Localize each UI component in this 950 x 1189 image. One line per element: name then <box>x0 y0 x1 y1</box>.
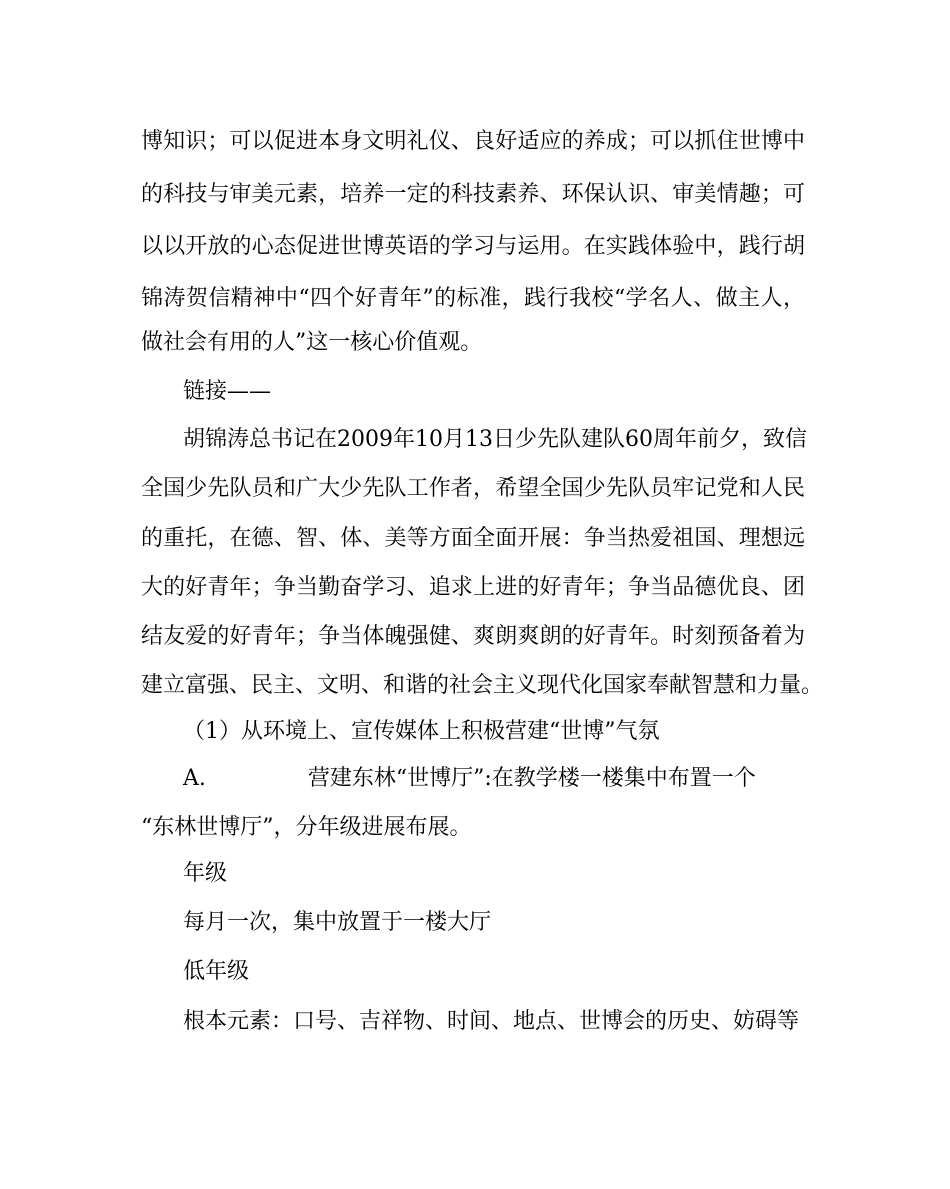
paragraph-2-line-6: 建立富强、民主、文明、和谐的社会主义现代化国家奉献智慧和力量。 <box>141 673 824 698</box>
item-a-continuation: “东林世博厅”，分年级进展布展。 <box>141 815 472 840</box>
paragraph-1-line-4: 锦涛贺信精神中“四个好青年”的标准，践行我校“学名人、做主人， <box>141 286 805 311</box>
paragraph-1-line-3: 以以开放的心态促进世博英语的学习与运用。在实践体验中，践行胡 <box>141 234 805 259</box>
section-heading: （1）从环境上、宣传媒体上积极营建“世博”气氛 <box>183 719 660 744</box>
paragraph-1-line-1: 博知识；可以促进本身文明礼仪、良好适应的养成；可以抓住世博中 <box>141 129 805 154</box>
paragraph-1-line-2: 的科技与审美元素，培养一定的科技素养、环保认识、审美情趣；可 <box>141 182 805 207</box>
paragraph-2-line-1: 胡锦涛总书记在2009年10月13日少先队建队60周年前夕，致信 <box>183 427 807 452</box>
table-grade-label: 年级 <box>183 861 228 886</box>
item-a-marker: A. <box>183 766 206 791</box>
paragraph-1-line-5: 做社会有用的人”这一核心价值观。 <box>141 330 483 355</box>
table-frequency-text: 每月一次，集中放置于一楼大厅 <box>183 910 492 935</box>
paragraph-2-line-3: 的重托，在德、智、体、美等方面全面开展：争当热爱祖国、理想远 <box>141 526 805 551</box>
paragraph-2-line-2: 全国少先队员和广大少先队工作者，希望全国少先队员牢记党和人民 <box>141 476 805 501</box>
link-heading: 链接—— <box>183 379 272 404</box>
paragraph-2-line-5: 结友爱的好青年；争当体魄强健、爽朗爽朗的好青年。时刻预备着为 <box>141 624 805 649</box>
paragraph-2-line-4: 大的好青年；争当勤奋学习、追求上进的好青年；争当品德优良、团 <box>141 575 805 600</box>
item-a-line <box>183 764 756 794</box>
item-a-text: 营建东林“世博厅”:在教学楼一楼集中布置一个 <box>307 766 756 791</box>
table-low-grade-label: 低年级 <box>183 959 250 984</box>
table-basic-elements-text: 根本元素：口号、吉祥物、时间、地点、世博会的历史、妨碍等 <box>183 1009 800 1034</box>
